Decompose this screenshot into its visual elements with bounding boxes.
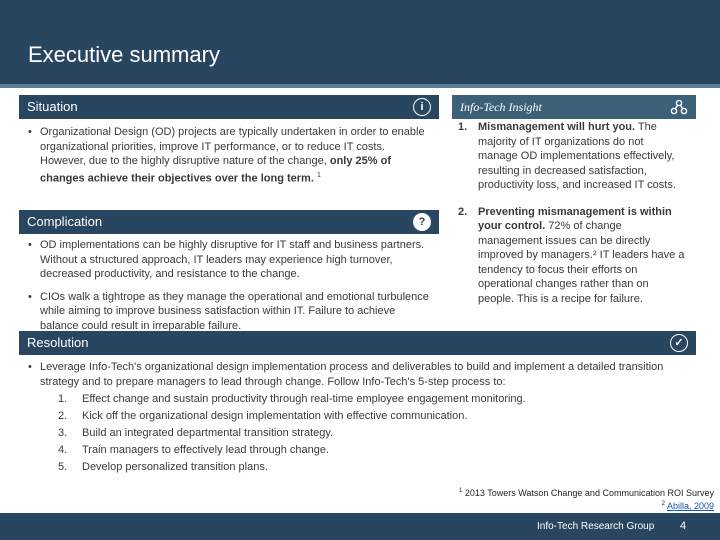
situation-bullet-bold: only 25% of changes achieve their objectives over the long term. <box>40 155 391 185</box>
footnote-2 <box>459 499 714 512</box>
step-number: 1. <box>58 393 68 405</box>
insight-item-text: 72% of change management issues can be directly improved by managers.² IT leaders have a tendency to focus their efforts on operational changes rather than on people. This is a recipe for failure. <box>478 220 685 305</box>
resolution-bullets <box>26 360 696 476</box>
step-number: 3. <box>58 427 68 439</box>
footnote-2-mark: 2 <box>661 501 665 507</box>
step-text: Train managers to effectively lead through change. <box>82 444 330 456</box>
situation-bullet <box>26 125 432 186</box>
situation-heading: Situation <box>27 99 78 114</box>
insight-item <box>458 205 686 307</box>
complication-heading-bar <box>19 210 439 234</box>
step-number: 4. <box>58 444 68 456</box>
resolution-heading-bar <box>19 331 696 355</box>
step-text: Build an integrated departmental transition strategy. <box>82 427 334 439</box>
situation-bullets <box>26 125 432 194</box>
complication-bullet: • CIOs walk a tightrope as they manage the operational and emotional turbulence while aiming to improve business satisfaction within IT. Failure to achieve balance could result in irreparable failure. <box>26 290 436 334</box>
resolution-steps <box>58 391 696 476</box>
resolution-step <box>58 408 696 425</box>
footnotes <box>459 486 714 512</box>
resolution-bullet: • Leverage Info-Tech's organizational design implementation process and deliverables to build and implement a detailed transition strategy and to prepare managers to lead through change. Follow Info-Tech's 5-step process to: <box>26 360 696 389</box>
complication-bullets <box>26 238 436 341</box>
network-icon <box>670 99 688 115</box>
insight-item <box>458 120 686 193</box>
resolution-step <box>58 391 696 408</box>
footnote-2-link[interactable]: Abilla, 2009 <box>666 501 714 511</box>
step-number: 2. <box>58 410 68 422</box>
complication-heading: Complication <box>27 214 103 229</box>
insight-heading: Info-Tech Insight <box>460 100 542 114</box>
insight-item-bold: Preventing mismanagement is within your control. <box>478 205 672 232</box>
footnote-1 <box>459 486 714 499</box>
slide-header <box>0 0 720 88</box>
insight-item-bold: Mismanagement will hurt you. <box>478 121 636 133</box>
step-text: Effect change and sustain productivity through real-time employee engagement monitoring. <box>82 393 526 405</box>
resolution-step <box>58 459 696 476</box>
resolution-step <box>58 425 696 442</box>
footnote-1-mark: 1 <box>459 488 463 494</box>
slide-footer <box>0 513 720 540</box>
info-icon: i <box>413 98 431 116</box>
footnote-1-text: 2013 Towers Watson Change and Communication ROI Survey <box>462 488 714 498</box>
insight-item-number: 1. <box>458 121 468 133</box>
complication-bullet: • OD implementations can be highly disruptive for IT staff and business partners. Without a structured approach, IT leaders may experience high turnover, decreased productivity, and resistance to the change. <box>26 238 436 282</box>
situation-footnote-ref: 1 <box>316 171 321 179</box>
step-text: Develop personalized transition plans. <box>82 461 268 473</box>
resolution-heading: Resolution <box>27 335 89 350</box>
question-icon: ? <box>413 213 431 231</box>
page-number: 4 <box>680 520 687 532</box>
insight-heading-bar <box>452 95 696 119</box>
footer-org: Info-Tech Research Group <box>537 521 655 532</box>
step-text: Kick off the organizational design implementation with effective communication. <box>82 410 468 422</box>
insight-item-number: 2. <box>458 205 468 218</box>
insight-list <box>458 120 686 318</box>
step-number: 5. <box>58 461 68 473</box>
situation-bullet-text: Organizational Design (OD) projects are typically undertaken in order to enable organizational priorities, improve IT performance, or to reduce IT costs. However, due to the highly disruptive nature of the change, <box>40 126 425 167</box>
check-icon: ✓ <box>670 334 688 352</box>
resolution-step <box>58 442 696 459</box>
insight-item-text: The majority of IT organizations do not manage OD implementations effectively, resulting in decreased satisfaction, productivity loss, and increased IT costs. <box>478 121 676 191</box>
situation-heading-bar <box>19 95 439 119</box>
page-title: Executive summary <box>28 42 220 67</box>
